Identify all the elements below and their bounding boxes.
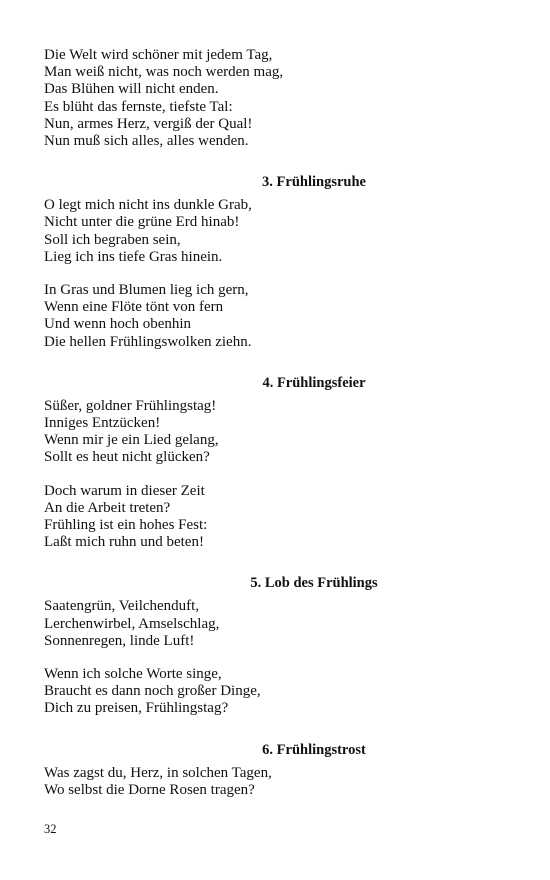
- poem-line: Inniges Entzücken!: [44, 415, 161, 432]
- poem-line: Und wenn hoch obenhin: [44, 316, 192, 333]
- poem-line: Wenn ich solche Worte singe,: [44, 666, 222, 683]
- poem-stanza: [44, 282, 484, 351]
- poem-line: Es blüht das fernste, tiefste Tal:: [44, 98, 233, 115]
- poem-line: Saatengrün, Veilchenduft,: [44, 598, 200, 615]
- poem-stanza: [44, 197, 484, 266]
- poem-line: Lieg ich ins tiefe Gras hinein.: [44, 248, 223, 265]
- page-number: 32: [44, 822, 57, 836]
- poem-line: Man weiß nicht, was noch werden mag,: [44, 64, 284, 81]
- poem-line: Wo selbst die Dorne Rosen tragen?: [44, 781, 255, 798]
- poem-stanza: [44, 666, 484, 718]
- poem-line: Wenn mir je ein Lied gelang,: [44, 432, 219, 449]
- poem-line: Was zagst du, Herz, in solchen Tagen,: [44, 764, 272, 781]
- poem-line: Laßt mich ruhn und beten!: [44, 534, 204, 551]
- poem-line: O legt mich nicht ins dunkle Grab,: [44, 197, 252, 214]
- poem-line: Braucht es dann noch großer Dinge,: [44, 683, 261, 700]
- poem-line: Die hellen Frühlingswolken ziehn.: [44, 333, 252, 350]
- poem-line: Nun muß sich alles, alles wenden.: [44, 133, 249, 150]
- poem-line: In Gras und Blumen lieg ich gern,: [44, 282, 249, 299]
- poem-stanza: [44, 765, 484, 799]
- poem-line: Süßer, goldner Frühlingstag!: [44, 397, 217, 414]
- poem-title: 6. Frühlingstrost: [262, 741, 366, 758]
- poem-line: Wenn eine Flöte tönt von fern: [44, 299, 224, 316]
- poem-stanza: [44, 483, 484, 552]
- poem-title: 3. Frühlingsruhe: [262, 174, 366, 191]
- poem-line: Die Welt wird schöner mit jedem Tag,: [44, 47, 273, 63]
- poem-line: Lerchenwirbel, Amselschlag,: [44, 615, 220, 632]
- poem-line: Doch warum in dieser Zeit: [44, 482, 205, 499]
- poem-line: Dich zu preisen, Frühlingstag?: [44, 700, 229, 717]
- poem-line: An die Arbeit treten?: [44, 499, 171, 516]
- poem-line: Soll ich begraben sein,: [44, 231, 181, 248]
- poem-line: Sonnenregen, linde Luft!: [44, 632, 195, 649]
- page-text: [44, 47, 484, 799]
- poem-stanza: [44, 47, 484, 150]
- poem-line: Nun, armes Herz, vergiß der Qual!: [44, 115, 253, 132]
- poem-line: Frühling ist ein hohes Fest:: [44, 517, 208, 534]
- poem-line: Das Blühen will nicht enden.: [44, 81, 219, 98]
- poem-title: 4. Frühlingsfeier: [262, 374, 366, 391]
- poem-title: 5. Lob des Frühlings: [250, 575, 378, 592]
- poem-line: Sollt es heut nicht glücken?: [44, 449, 210, 466]
- poem-stanza: [44, 598, 484, 650]
- poem-line: Nicht unter die grüne Erd hinab!: [44, 214, 240, 231]
- poem-stanza: [44, 398, 484, 467]
